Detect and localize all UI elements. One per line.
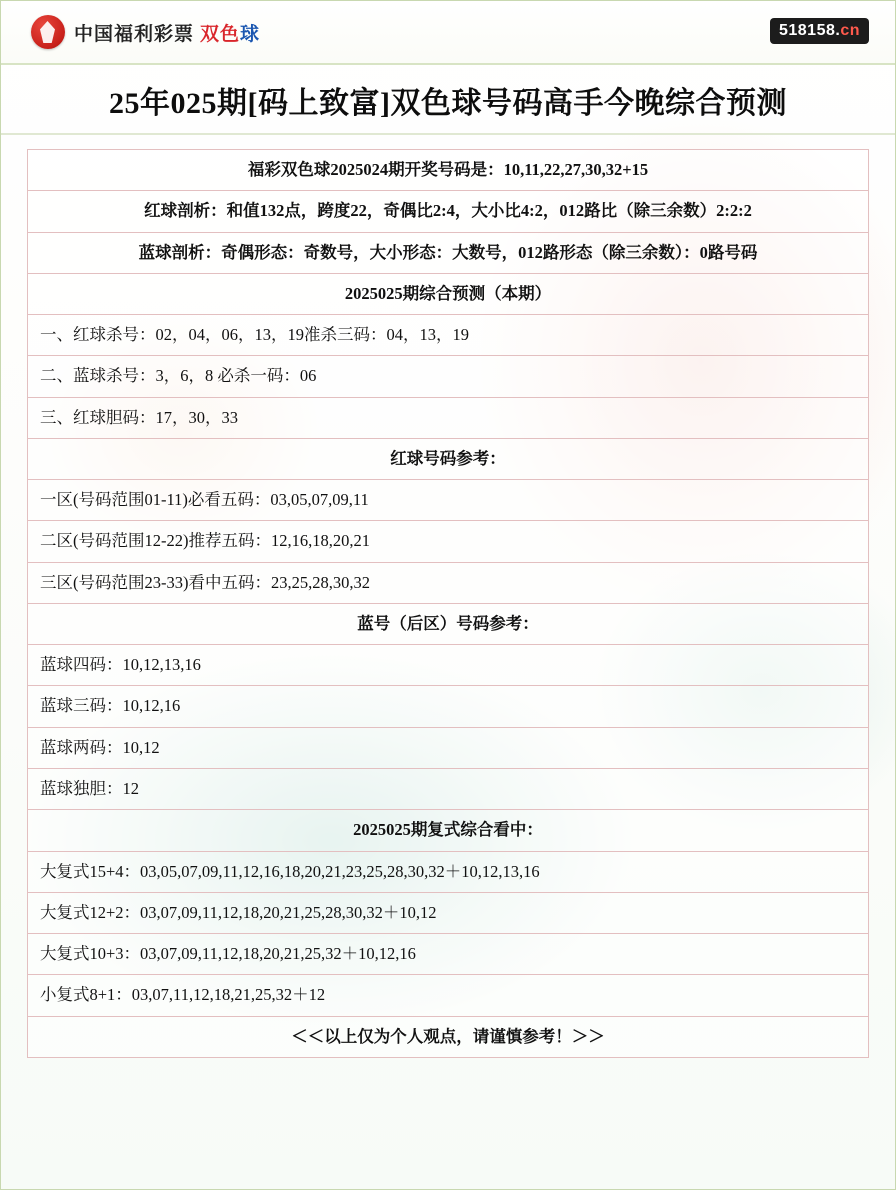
table-row (28, 191, 869, 232)
table-row (28, 1016, 869, 1057)
forecast-table (27, 149, 869, 1058)
table-row (28, 562, 869, 603)
brand-sub-blue: 球 (240, 23, 261, 45)
table-row (28, 810, 869, 851)
content-area (1, 135, 895, 1058)
table-row (28, 438, 869, 479)
site-domain-text: 518158. (778, 22, 841, 39)
table-row (28, 480, 869, 521)
table-row (28, 892, 869, 933)
red-zone-2: 二区(号码范围12-22)推荐五码：12,16,18,20,21 (28, 521, 869, 562)
lottery-clover-icon (31, 15, 65, 49)
table-row (28, 273, 869, 314)
table-row (28, 397, 869, 438)
red-core-numbers: 三、红球胆码：17，30，33 (28, 397, 869, 438)
red-ball-analysis: 红球剖析：和值132点，跨度22，奇偶比2:4，大小比4:2，012路比（除三余数）2:2:2 (28, 191, 869, 232)
site-domain-tld: cn (840, 22, 860, 39)
red-zone-1: 一区(号码范围01-11)必看五码：03,05,07,09,11 (28, 480, 869, 521)
table-row (28, 975, 869, 1016)
table-row (28, 934, 869, 975)
draw-result: 福彩双色球2025024期开奖号码是：10,11,22,27,30,32+15 (28, 150, 869, 191)
brand-name: 中国福利彩票 (74, 23, 195, 45)
red-zone-3: 三区(号码范围23-33)看中五码：23,25,28,30,32 (28, 562, 869, 603)
brand-sub-red: 双色 (200, 23, 241, 45)
blue-kill-numbers: 二、蓝球杀号：3，6，8 必杀一码：06 (28, 356, 869, 397)
combo-8-1: 小复式8+1：03,07,11,12,18,21,25,32＋12 (28, 975, 869, 1016)
forecast-table-body (28, 150, 869, 1058)
blue-three-numbers: 蓝球三码：10,12,16 (28, 686, 869, 727)
table-row (28, 603, 869, 644)
section-combo-title: 2025025期复式综合看中： (28, 810, 869, 851)
blue-ball-analysis: 蓝球剖析：奇偶形态：奇数号，大小形态：大数号，012路形态（除三余数）：0路号码 (28, 232, 869, 273)
blue-two-numbers: 蓝球两码：10,12 (28, 727, 869, 768)
table-row (28, 356, 869, 397)
section-forecast-title: 2025025期综合预测（本期） (28, 273, 869, 314)
page-title: 25年025期[码上致富]双色球号码高手今晚综合预测 (1, 65, 895, 135)
site-header (1, 1, 895, 65)
site-domain-badge[interactable] (770, 18, 869, 44)
site-logo[interactable] (31, 15, 260, 49)
table-row (28, 645, 869, 686)
combo-10-3: 大复式10+3：03,07,09,11,12,18,20,21,25,32＋10,12,16 (28, 934, 869, 975)
section-red-reference-title: 红球号码参考： (28, 438, 869, 479)
table-row (28, 768, 869, 809)
table-row (28, 851, 869, 892)
blue-four-numbers: 蓝球四码：10,12,13,16 (28, 645, 869, 686)
table-row (28, 686, 869, 727)
table-row (28, 521, 869, 562)
combo-15-4: 大复式15+4：03,05,07,09,11,12,16,18,20,21,23,25,28,30,32＋10,12,13,16 (28, 851, 869, 892)
combo-12-2: 大复式12+2：03,07,09,11,12,18,20,21,25,28,30,32＋10,12 (28, 892, 869, 933)
table-row (28, 232, 869, 273)
red-kill-numbers: 一、红球杀号：02，04，06，13，19准杀三码：04，13，19 (28, 315, 869, 356)
table-row (28, 150, 869, 191)
brand-subname (200, 19, 260, 46)
table-row (28, 315, 869, 356)
section-blue-reference-title: 蓝号（后区）号码参考： (28, 603, 869, 644)
disclaimer: ＜＜以上仅为个人观点，请谨慎参考！＞＞ (28, 1016, 869, 1057)
blue-single-number: 蓝球独胆：12 (28, 768, 869, 809)
table-row (28, 727, 869, 768)
